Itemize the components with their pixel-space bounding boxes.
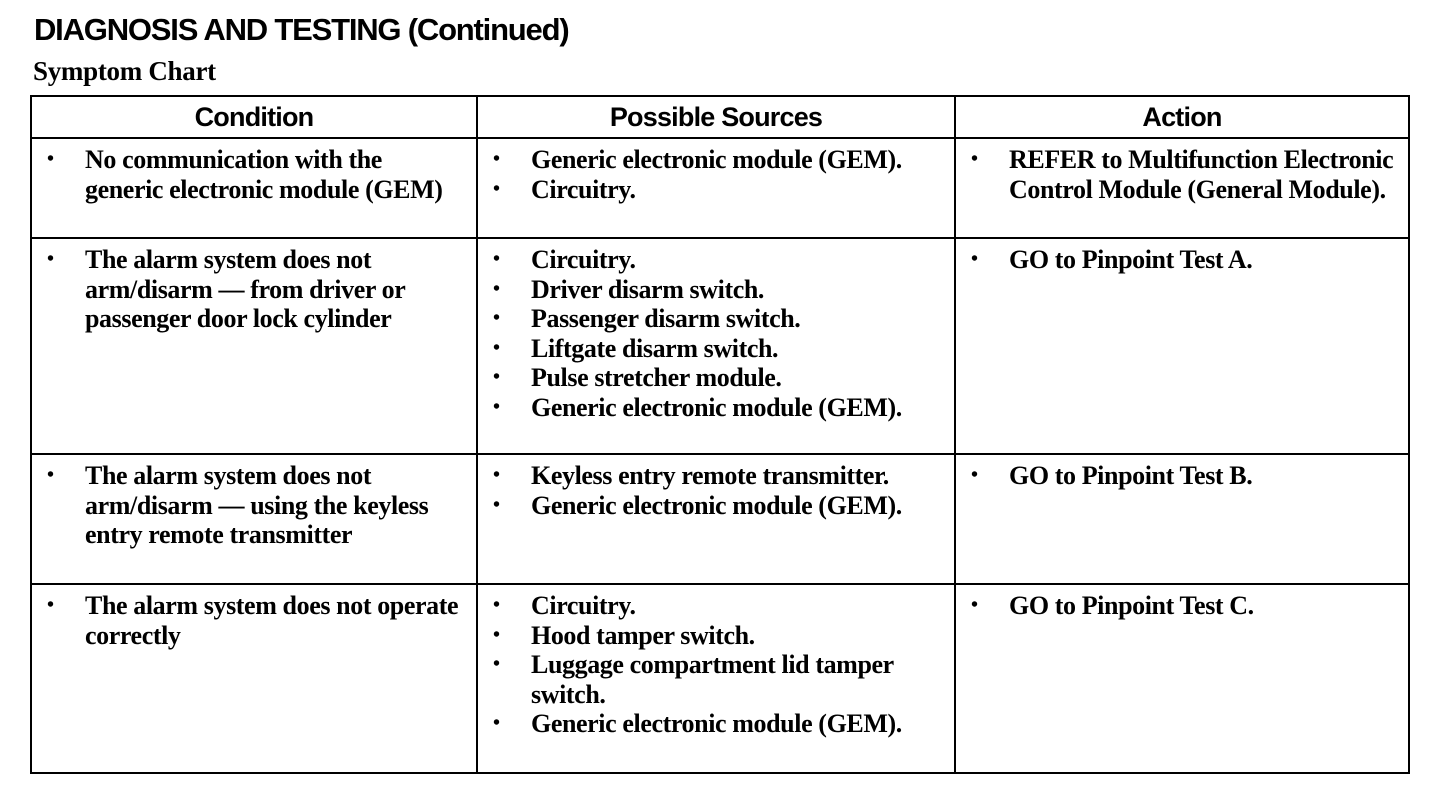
bullet-icon: • [47, 464, 54, 486]
action-cell [955, 138, 1409, 238]
action-cell [955, 238, 1409, 454]
action-text: GO to Pinpoint Test B. [1009, 461, 1253, 490]
list-item [478, 709, 954, 739]
bullet-icon: • [493, 366, 500, 388]
bullet-icon: • [971, 594, 978, 616]
bullet-icon: • [493, 307, 500, 329]
list-item [956, 461, 1408, 491]
source-text: Circuitry. [531, 174, 636, 204]
bullet-icon: • [971, 148, 978, 170]
condition-cell [31, 454, 477, 584]
list-item [478, 175, 954, 205]
list-item [956, 145, 1408, 204]
condition-cell [31, 138, 477, 238]
table-row [31, 238, 1409, 454]
list-item [478, 650, 954, 709]
list-item [478, 393, 954, 423]
sources-cell [477, 238, 955, 454]
bullet-icon: • [47, 248, 54, 270]
list-item [32, 145, 476, 204]
source-text: Passenger disarm switch. [531, 304, 801, 333]
list-item [478, 621, 954, 651]
source-text: Hood tamper switch. [531, 620, 755, 650]
section-subtitle: Symptom Chart [33, 56, 216, 86]
page-title: DIAGNOSIS AND TESTING (Continued) [34, 12, 569, 47]
action-cell [955, 454, 1409, 584]
source-text: Driver disarm switch. [531, 274, 765, 304]
bullet-icon: • [493, 623, 500, 646]
source-text: Luggage compartment lid tamper switch. [531, 650, 894, 709]
source-text: Circuitry. [531, 591, 636, 620]
bullet-icon: • [493, 148, 500, 170]
action-text: GO to Pinpoint Test C. [1009, 591, 1254, 620]
bullet-icon: • [493, 277, 500, 300]
source-text: Keyless entry remote transmitter. [531, 461, 889, 490]
bullet-icon: • [493, 177, 500, 200]
action-text: REFER to Multifunction Electronic Control Module (General Module). [1009, 145, 1394, 204]
table-header-row [31, 96, 1409, 138]
header-possible-sources: Possible Sources [477, 96, 955, 138]
list-item [32, 591, 476, 650]
bullet-icon: • [493, 248, 500, 270]
list-item [478, 304, 954, 334]
bullet-icon: • [971, 464, 978, 486]
list-item [956, 591, 1408, 621]
bullet-icon: • [47, 594, 54, 616]
list-item [956, 245, 1408, 275]
list-item [478, 591, 954, 621]
bullet-icon: • [493, 464, 500, 486]
source-text: Generic electronic module (GEM). [531, 392, 902, 422]
source-text: Generic electronic module (GEM). [531, 709, 902, 738]
bullet-icon: • [493, 653, 500, 675]
list-item [478, 275, 954, 305]
table-row [31, 138, 1409, 238]
sources-cell [477, 584, 955, 773]
bullet-icon: • [493, 336, 500, 359]
list-item [478, 461, 954, 491]
bullet-icon: • [493, 594, 500, 616]
bullet-icon: • [493, 712, 500, 734]
list-item [32, 461, 476, 550]
list-item [478, 145, 954, 175]
bullet-icon: • [47, 148, 54, 170]
symptom-chart-table [30, 95, 1410, 774]
bullet-icon: • [493, 493, 500, 516]
condition-text: The alarm system does not arm/disarm — from driver or passenger door lock cylinder [85, 245, 405, 333]
source-text: Circuitry. [531, 245, 636, 274]
action-cell [955, 584, 1409, 773]
source-text: Liftgate disarm switch. [531, 333, 779, 363]
header-condition: Condition [31, 96, 477, 138]
list-item [478, 491, 954, 521]
sources-cell [477, 138, 955, 238]
condition-cell [31, 584, 477, 773]
list-item [478, 334, 954, 364]
action-text: GO to Pinpoint Test A. [1009, 245, 1253, 274]
condition-text: The alarm system does not arm/disarm — using the keyless entry remote transmitter [85, 461, 429, 549]
condition-text: The alarm system does not operate correctly [85, 591, 459, 650]
table-row [31, 584, 1409, 773]
source-text: Generic electronic module (GEM). [531, 490, 902, 520]
table-row [31, 454, 1409, 584]
source-text: Generic electronic module (GEM). [531, 145, 902, 174]
list-item [32, 245, 476, 334]
sources-cell [477, 454, 955, 584]
list-item [478, 245, 954, 275]
condition-cell [31, 238, 477, 454]
bullet-icon: • [971, 248, 978, 270]
source-text: Pulse stretcher module. [531, 363, 782, 392]
header-action: Action [955, 96, 1409, 138]
condition-text: No communication with the generic electronic module (GEM) [85, 145, 443, 204]
bullet-icon: • [493, 395, 500, 418]
list-item [478, 363, 954, 393]
